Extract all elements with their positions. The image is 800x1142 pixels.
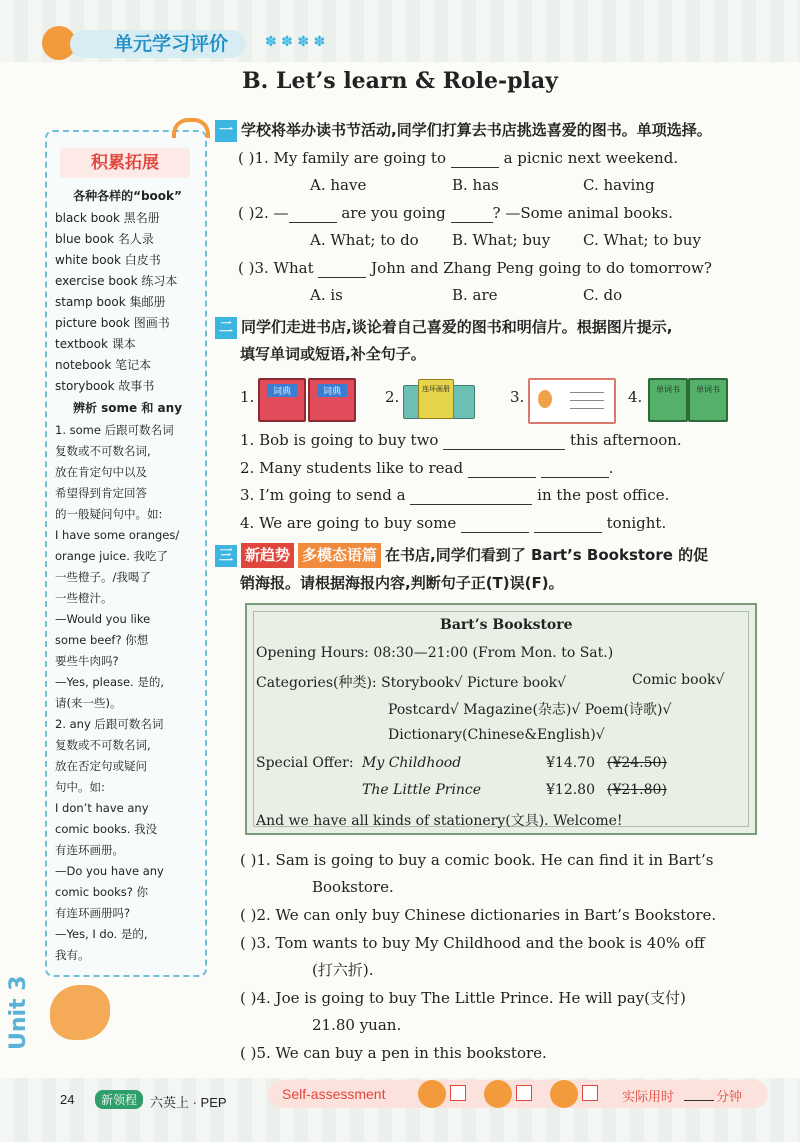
tf-statement-3[interactable]: ( )3. Tom wants to buy My Childhood and the book is 40% off	[240, 934, 705, 952]
analysis-line: I don’t have any	[55, 801, 149, 815]
time-unit-label: 分钟	[716, 1089, 743, 1104]
analysis-line: 放在肯定句中以及	[55, 465, 147, 479]
fill-1-a: 1. Bob is going to buy two	[240, 431, 439, 449]
analysis-line: 一些橙子。/我喝了	[55, 570, 151, 584]
unit-banner: 单元学习评价	[70, 30, 246, 58]
fill-2-a: 2. Many students like to read	[240, 459, 464, 477]
fill-4-a: 4. We are going to buy some	[240, 514, 457, 532]
q2-stem	[238, 203, 673, 223]
section1-title: 学校将举办读书节活动,同学们打算去书店挑选喜爱的图书。单项选择。	[241, 121, 712, 139]
vocab-item: notebook 笔记本	[55, 358, 152, 372]
analysis-line: orange juice. 我吃了	[55, 549, 169, 563]
vocab-item: black book 黑名册	[55, 211, 160, 225]
fox-face-icon	[418, 1080, 446, 1108]
picture-1-label-copy: 词典	[317, 384, 347, 397]
tf-statement-1[interactable]: ( )1. Sam is going to buy a comic book. He can find it in Bart’s	[240, 851, 714, 869]
poster-hours: Opening Hours: 08:30—21:00 (From Mon. to Sat.)	[256, 645, 614, 661]
picture-3-number: 3.	[510, 388, 525, 406]
analysis-line: 请(来一些)。	[55, 696, 122, 710]
q3-blank[interactable]	[318, 261, 366, 278]
vocab-item: stamp book 集邮册	[55, 295, 166, 309]
poster-categories-2: Postcard√ Magazine(杂志)√ Poem(诗歌)√	[388, 702, 672, 718]
fill-1-b: this afternoon.	[570, 431, 682, 449]
q3-option-a[interactable]: A. is	[310, 286, 343, 304]
offer-1-price: ¥14.70	[546, 755, 595, 771]
analysis-line: 句中。如:	[55, 780, 105, 794]
analysis-line: 要些牛肉吗?	[55, 654, 119, 668]
page-number: 24	[60, 1092, 75, 1107]
q2-stem-b: are you going	[341, 204, 446, 222]
q1-option-c[interactable]: C. having	[583, 176, 655, 194]
offer-2-title: The Little Prince	[362, 782, 482, 798]
brand-badge: 新领程	[95, 1090, 143, 1109]
poster-title: Bart’s Bookstore	[440, 617, 573, 633]
q1-option-a[interactable]: A. have	[310, 176, 367, 194]
analysis-line: 我有。	[55, 948, 90, 962]
section2-number: 二	[215, 317, 237, 339]
fox-face-icon	[484, 1080, 512, 1108]
vocab-item: storybook 故事书	[55, 379, 155, 393]
q1-stem-a: ( )1. My family are going to	[238, 149, 446, 167]
q3-option-c[interactable]: C. do	[583, 286, 623, 304]
section3-title-2: 销海报。请根据海报内容,判断句子正(T)误(F)。	[240, 574, 564, 592]
analysis-line: —Do you have any	[55, 864, 164, 878]
vocab-item: exercise book 练习本	[55, 274, 178, 288]
analysis-line: I have some oranges/	[55, 528, 180, 542]
tf-statement-4-cont: 21.80 yuan.	[312, 1016, 402, 1034]
picture-4-label: 单词书	[656, 385, 680, 394]
fox-running-icon	[50, 985, 110, 1040]
analysis-line: —Would you like	[55, 612, 151, 626]
picture-2-number: 2.	[385, 388, 400, 406]
balloon-icon	[538, 390, 552, 408]
fill-3-a: 3. I’m going to send a	[240, 486, 406, 504]
q3-stem-a: ( )3. What	[238, 259, 314, 277]
dictionary-book-icon	[308, 378, 356, 422]
analysis-line: 1. some 后跟可数名词	[55, 423, 174, 437]
unit-label: Unit 3	[6, 975, 31, 1050]
word-book-icon	[688, 378, 728, 422]
analysis-title: 辨析 some 和 any	[72, 401, 183, 415]
section2-heading	[215, 315, 672, 340]
picture-1-number: 1.	[240, 388, 255, 406]
q3-stem-b: John and Zhang Peng going to do tomorrow?	[371, 259, 712, 277]
q2-option-c[interactable]: C. What; to buy	[583, 231, 701, 249]
grade-label: 六英上 · PEP	[150, 1095, 227, 1110]
new-trend-tag: 新趋势	[241, 543, 294, 568]
offer-1-title: My Childhood	[362, 755, 462, 771]
analysis-line: 的一般疑问句中。如:	[55, 507, 163, 521]
picture-2-label: 连环画册	[422, 385, 450, 393]
analysis-line: 复数或不可数名词,	[55, 738, 151, 752]
picture-4-number: 4.	[628, 388, 643, 406]
fill-sentence-1	[240, 430, 682, 450]
poster-offer-label: Special Offer:	[256, 755, 354, 771]
q3-stem	[238, 258, 712, 278]
fill-4-blank-2[interactable]	[534, 516, 602, 533]
q1-stem-b: a picnic next weekend.	[503, 149, 679, 167]
q2-stem-c: ? —Some animal books.	[492, 204, 673, 222]
offer-2-price: ¥12.80	[546, 782, 595, 798]
fill-sentence-2	[240, 458, 613, 478]
vocab-item: white book 白皮书	[55, 253, 161, 267]
fill-4-b: tonight.	[606, 514, 667, 532]
sidebar-title: 积累拓展	[60, 148, 190, 178]
analysis-line: 放在否定句或疑问	[55, 759, 147, 773]
paw-icon: ✽ ✽ ✽ ✽	[265, 34, 326, 50]
poster-categories-1b: Comic book√	[632, 672, 725, 688]
q1-option-b[interactable]: B. has	[452, 176, 499, 194]
analysis-line: 有连环画册。	[55, 843, 124, 857]
tf-statement-2[interactable]: ( )2. We can only buy Chinese dictionaries in Bart’s Bookstore.	[240, 906, 717, 924]
analysis-line: 复数或不可数名词,	[55, 444, 151, 458]
section3-title-1: 在书店,同学们看到了 Bart’s Bookstore 的促	[385, 546, 709, 564]
fill-3-blank[interactable]	[410, 488, 532, 505]
analysis-line: comic books? 你	[55, 885, 149, 899]
analysis-line: —Yes, please. 是的,	[55, 675, 165, 689]
picture-1-label: 词典	[267, 384, 297, 397]
analysis-line: 有连环画册吗?	[55, 906, 131, 920]
poster-categories-1: Categories(种类): Storybook√ Picture book√	[256, 675, 567, 691]
section1-heading	[215, 118, 712, 143]
analysis-line: —Yes, I do. 是的,	[55, 927, 148, 941]
time-used-label: 实际用时	[622, 1089, 675, 1104]
q2-stem-a: ( )2. —	[238, 204, 289, 222]
q3-option-b[interactable]: B. are	[452, 286, 498, 304]
multimodal-tag: 多模态语篇	[298, 543, 381, 568]
q2-blank-1[interactable]	[289, 206, 337, 223]
rating-checkbox-1[interactable]	[450, 1085, 466, 1101]
time-blank[interactable]	[684, 1100, 714, 1101]
dictionary-book-icon	[258, 378, 306, 422]
vocab-item: blue book 名人录	[55, 232, 154, 246]
poster-closing: And we have all kinds of stationery(文具). Welcome!	[256, 813, 623, 829]
offer-1-old-price: (¥24.50)	[607, 755, 667, 771]
sidebar-subtitle: 各种各样的“book”	[73, 189, 182, 203]
page-title: B. Let’s learn & Role-play	[242, 68, 558, 94]
fill-4-blank-1[interactable]	[461, 516, 529, 533]
analysis-line: 2. any 后跟可数名词	[55, 717, 164, 731]
fill-2-blank-2[interactable]	[541, 461, 609, 478]
offer-2-old-price: (¥21.80)	[607, 782, 667, 798]
section2-title-2: 填写单词或短语,补全句子。	[240, 345, 426, 363]
self-assessment-label: Self-assessment	[282, 1086, 386, 1102]
analysis-line: some beef? 你想	[55, 633, 149, 647]
fill-3-b: in the post office.	[537, 486, 670, 504]
word-book-icon	[648, 378, 688, 422]
analysis-line: 一些橙汁。	[55, 591, 113, 605]
q2-option-b[interactable]: B. What; buy	[452, 231, 551, 249]
tf-statement-1-cont: Bookstore.	[312, 878, 394, 896]
fill-sentence-4	[240, 513, 666, 533]
tf-statement-3-cont: (打六折).	[312, 961, 374, 979]
fill-2-b: .	[608, 459, 614, 477]
fill-sentence-3	[240, 485, 669, 505]
analysis-line: 希望得到肯定回答	[55, 486, 147, 500]
q1-stem	[238, 148, 678, 168]
fox-face-icon	[550, 1080, 578, 1108]
analysis-line: comic books. 我没	[55, 822, 158, 836]
section3-heading	[215, 543, 708, 568]
section3-number: 三	[215, 545, 237, 567]
postcard-icon	[528, 378, 616, 424]
tf-statement-5[interactable]: ( )5. We can buy a pen in this bookstore.	[240, 1044, 547, 1062]
section2-title-1: 同学们走进书店,谈论着自己喜爱的图书和明信片。根据图片提示,	[241, 318, 673, 336]
rating-checkbox-2[interactable]	[516, 1085, 532, 1101]
vocab-item: textbook 课本	[55, 337, 136, 351]
bookstore-poster	[245, 603, 757, 835]
comic-book-icon	[418, 379, 454, 419]
vocab-item: picture book 图画书	[55, 316, 170, 330]
q2-option-a[interactable]: A. What; to do	[310, 231, 419, 249]
picture-4-label-copy: 单词书	[696, 385, 720, 394]
fill-1-blank[interactable]	[443, 433, 565, 450]
rating-checkbox-3[interactable]	[582, 1085, 598, 1101]
rainbow-icon	[172, 118, 210, 138]
q1-blank[interactable]	[451, 151, 499, 168]
poster-categories-3: Dictionary(Chinese&English)√	[388, 727, 605, 743]
tf-statement-4[interactable]: ( )4. Joe is going to buy The Little Prince. He will pay(支付)	[240, 989, 686, 1007]
section1-number: 一	[215, 120, 237, 142]
q2-blank-2[interactable]	[451, 206, 493, 223]
fill-2-blank-1[interactable]	[468, 461, 536, 478]
